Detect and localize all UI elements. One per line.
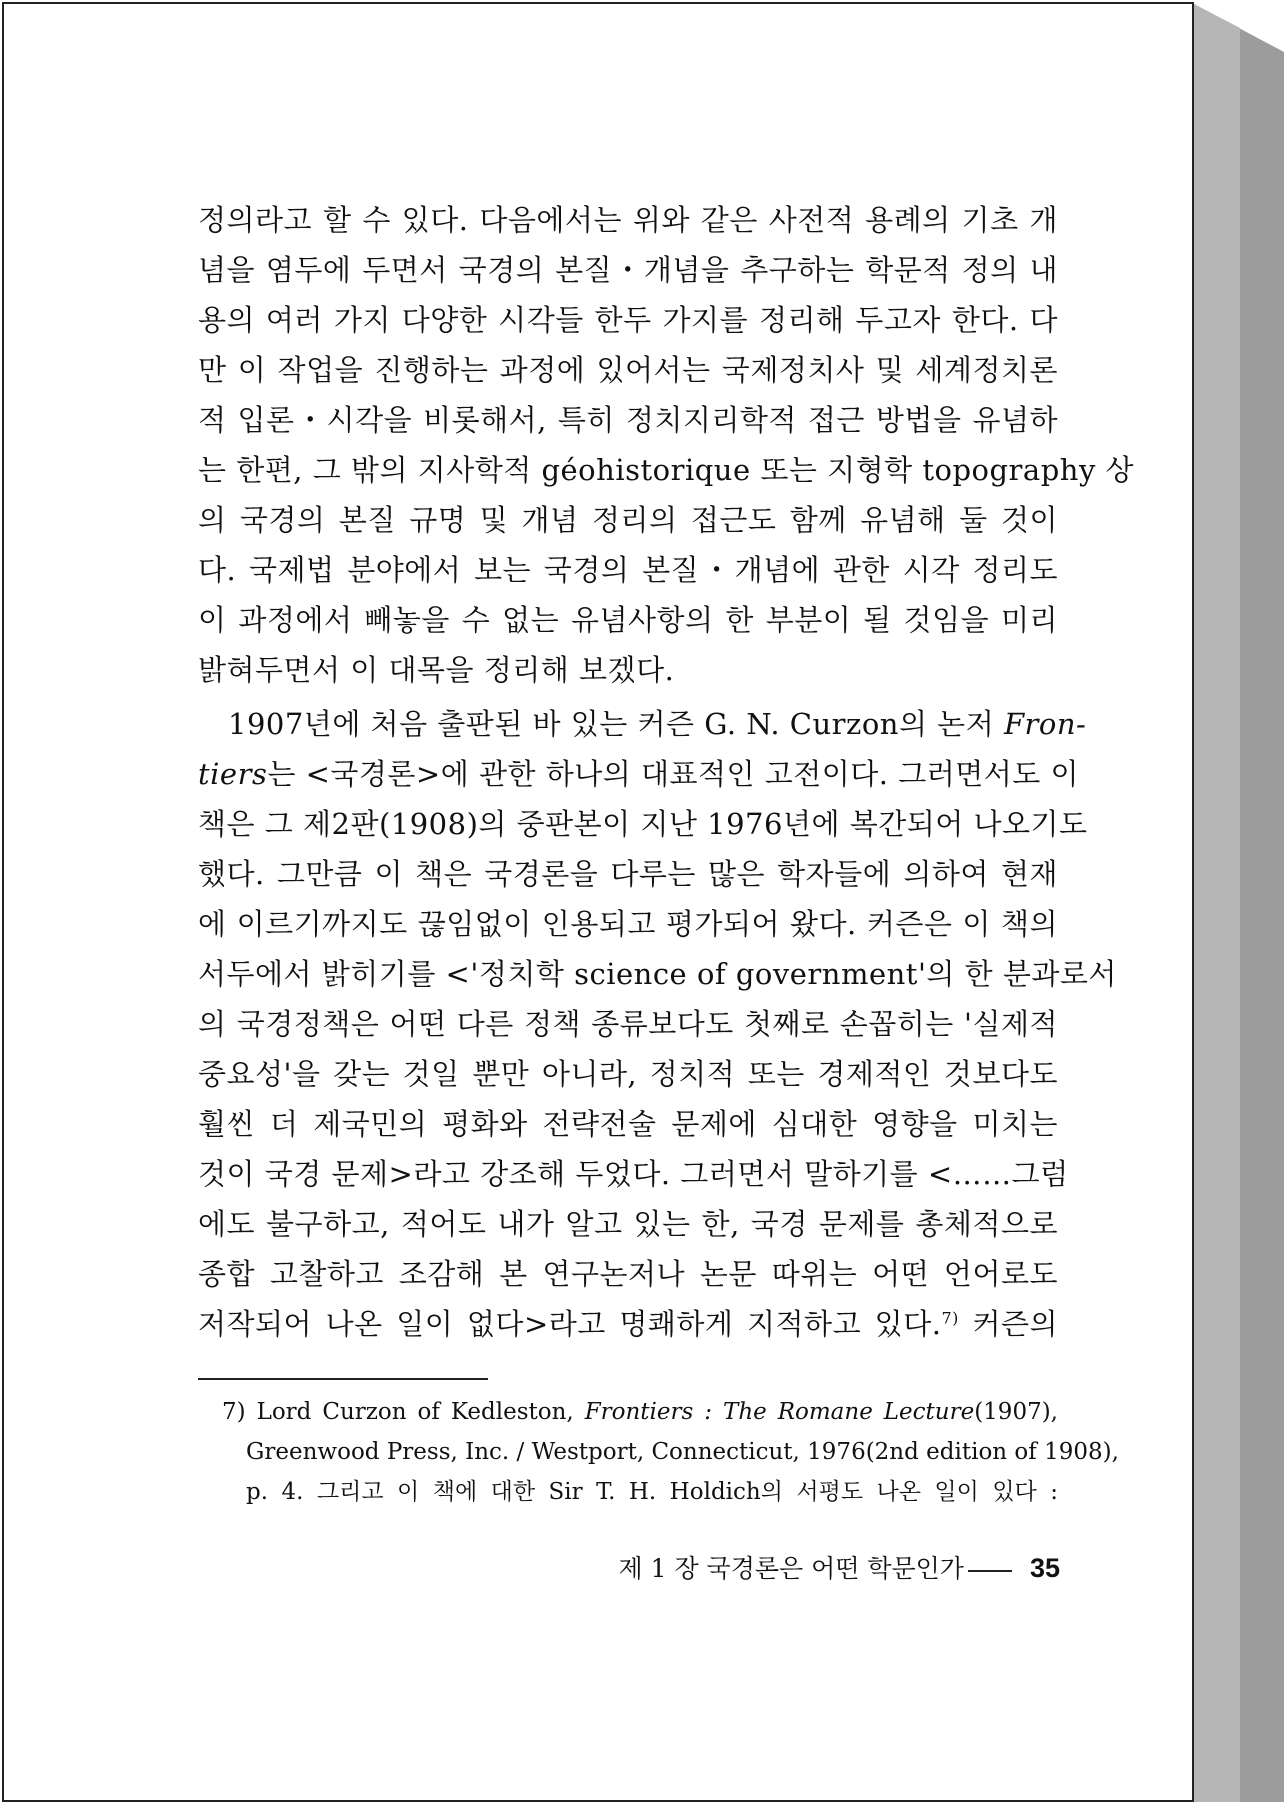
body-line: 훨씬 더 제국민의 평화와 전략전술 문제에 심대한 영향을 미치는 bbox=[198, 1107, 1058, 1141]
page-number: 35 bbox=[1029, 1553, 1060, 1583]
body-line: 했다. 그만큼 이 책은 국경론을 다루는 많은 학자들에 의하여 현재 bbox=[198, 857, 1058, 891]
chapter-title: 제 1 장 국경론은 어떤 학문인가 bbox=[618, 1554, 964, 1583]
text-span: (1907), bbox=[974, 1399, 1058, 1425]
body-line: 중요성'을 갖는 것일 뿐만 아니라, 정치적 또는 경제적인 것보다도 bbox=[198, 1057, 1058, 1091]
body-line: 적 입론・시각을 비롯해서, 특히 정치지리학적 접근 방법을 유념하 bbox=[198, 403, 1058, 437]
text-span: 7) Lord Curzon of Kedleston, bbox=[222, 1399, 585, 1425]
body-line: 정의라고 할 수 있다. 다음에서는 위와 같은 사전적 용례의 기초 개 bbox=[198, 203, 1058, 237]
book-title-italic: Frontiers : The Romane Lecture bbox=[584, 1399, 975, 1425]
paragraph-2-last-line bbox=[198, 1299, 1058, 1349]
body-line: 종합 고찰하고 조감해 본 연구논저나 논문 따위는 어떤 언어로도 bbox=[198, 1257, 1058, 1291]
book-title-italic: tiers bbox=[198, 757, 268, 791]
body-line: 만 이 작업을 진행하는 과정에 있어서는 국제정치사 및 세계정치론 bbox=[198, 353, 1058, 387]
body-line: 에 이르기까지도 끊임없이 인용되고 평가되어 왔다. 커즌은 이 책의 bbox=[198, 907, 1058, 941]
body-line: 는 한편, 그 밖의 지사학적 géohistorique 또는 지형학 topography 상 bbox=[198, 453, 1135, 487]
footnote-line-1 bbox=[198, 1392, 1058, 1432]
body-line: 념을 염두에 두면서 국경의 본질・개념을 추구하는 학문적 정의 내 bbox=[198, 253, 1058, 287]
body-line: 책은 그 제2판(1908)의 중판본이 지난 1976년에 복간되어 나오기도 bbox=[198, 807, 1088, 841]
footnote-divider bbox=[198, 1378, 488, 1380]
text-span: 저작되어 나온 일이 없다>라고 명쾌하게 지적하고 있다. bbox=[198, 1307, 942, 1341]
footnote-marker[interactable]: 7) bbox=[941, 1308, 959, 1328]
body-line: 의 국경정책은 어떤 다른 정책 종류보다도 첫째로 손꼽히는 '실제적 bbox=[198, 1007, 1058, 1041]
text-span: 1907년에 처음 출판된 바 있는 커즌 G. N. Curzon의 논저 bbox=[228, 707, 1004, 741]
body-line: 이 과정에서 빼놓을 수 없는 유념사항의 한 부분이 될 것임을 미리 bbox=[198, 603, 1058, 637]
body-line: 의 국경의 본질 규명 및 개념 정리의 접근도 함께 유념해 둘 것이 bbox=[198, 503, 1058, 537]
footer-dash bbox=[968, 1570, 1012, 1572]
body-line: 다. 국제법 분야에서 보는 국경의 본질・개념에 관한 시각 정리도 bbox=[198, 553, 1058, 587]
footnote-block bbox=[198, 1392, 1119, 1512]
body-text bbox=[198, 195, 1135, 1349]
paragraph-2-line-2 bbox=[198, 749, 1080, 799]
body-line: 밝혀두면서 이 대목을 정리해 보겠다. bbox=[198, 653, 675, 687]
body-line: 서두에서 밝히기를 <'정치학 science of government'의 한 분과로서 bbox=[198, 957, 1117, 991]
text-span: 커즌의 bbox=[958, 1307, 1059, 1341]
footnote-line-2: Greenwood Press, Inc. / Westport, Connecticut, 1976(2nd edition of 1908), bbox=[246, 1439, 1119, 1465]
book-title-italic: Fron- bbox=[1003, 707, 1087, 741]
running-footer bbox=[560, 1548, 1060, 1588]
text-span: 는 <국경론>에 관한 하나의 대표적인 고전이다. 그러면서도 이 bbox=[267, 757, 1080, 791]
body-line: 용의 여러 가지 다양한 시각들 한두 가지를 정리해 두고자 한다. 다 bbox=[198, 303, 1058, 337]
footnote-line-3: p. 4. 그리고 이 책에 대한 Sir T. H. Holdich의 서평도 나온 일이 있다 : bbox=[246, 1479, 1058, 1505]
body-line: 에도 불구하고, 적어도 내가 알고 있는 한, 국경 문제를 총체적으로 bbox=[198, 1207, 1058, 1241]
paragraph-2-line-1 bbox=[198, 699, 1087, 749]
body-line: 것이 국경 문제>라고 강조해 두었다. 그러면서 말하기를 <……그럼 bbox=[198, 1157, 1069, 1191]
